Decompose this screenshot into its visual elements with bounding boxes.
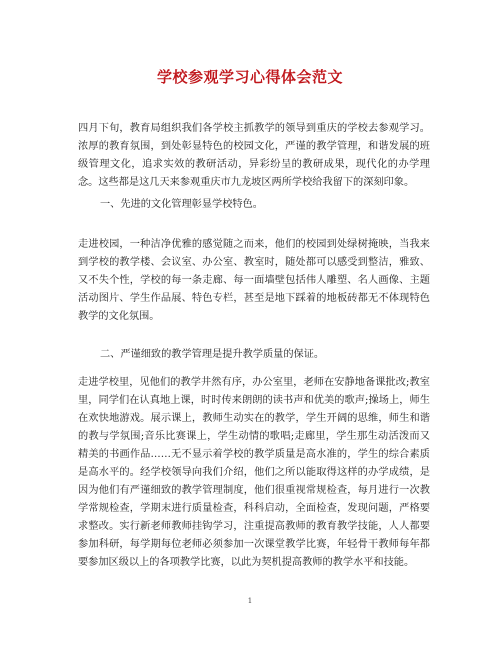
page-number: 1 [247, 597, 253, 605]
section-heading-1: 一、先进的文化管理彰显学校特色。 [100, 199, 263, 210]
document-title: 学校参观学习心得体会范文 [156, 68, 343, 86]
paragraph-intro: 四月下旬，教育局组织我们各学校主抓教学的领导到重庆的学校去参观学习。浓厚的教育氛围，到处彰显特色的校园文化，严谨的教学管理，和谐发展的班级管理文化，追求实效的教研活动，异彩纷呈的教研成果，现代化的办学理念。这些都是这几天来参观重庆市九龙坡区两所学校给我留下的深刻印象。 [78, 123, 430, 188]
section-heading-2: 二、严谨细致的教学管理是提升教学质量的保证。 [100, 349, 325, 360]
paragraph-culture: 走进校园，一种洁净优雅的感觉随之而来，他们的校园到处绿树掩映，当我来到学校的教学楼、会议室、办公室、教室时，随处都可以感受到整洁，雅致、又不失个性，学校的每一条走廊、每一面墙壁包括伟人雕塑、名人画像、主题活动图片、学生作品展、特色专栏，甚至是地下踩着的地板砖都无不体现特色教学的文化氛围。 [78, 239, 430, 322]
paragraph-management: 走进学校里，见他们的教学井然有序，办公室里，老师在安静地备课批改;教室里，同学们在认真地上课，时时传来朗朗的读书声和优美的歌声;操场上，师生在欢快地游戏。展示课上，教师生动实在的教学，学生开阔的思维，师生和谐的教与学氛围;音乐比赛课上，学生动情的歌唱;走廊里，学生那生动活泼而又精美的书画作品……无不显示着学校的教学质量是高水准的，学生的综合素质是高水平的。经学校领导向我们介绍，他们之所以能取得这样的办学成绩，是因为他们有严谨细致的教学管理制度，他们很重视常规检查，每月进行一次教学常规检查，学期末进行质量检查，科科启动，全面检查，发现问题，严格要求整改。实行新老师教师挂钩学习，注重提高教师的教育教学技能，人人都要参加科研，每学期每位老师必须参加一次课堂教学比赛，年轻骨干教师每年都要参加区级以上的各项教学比赛，以此为契机提高教师的教学水平和技能。 [78, 377, 430, 568]
